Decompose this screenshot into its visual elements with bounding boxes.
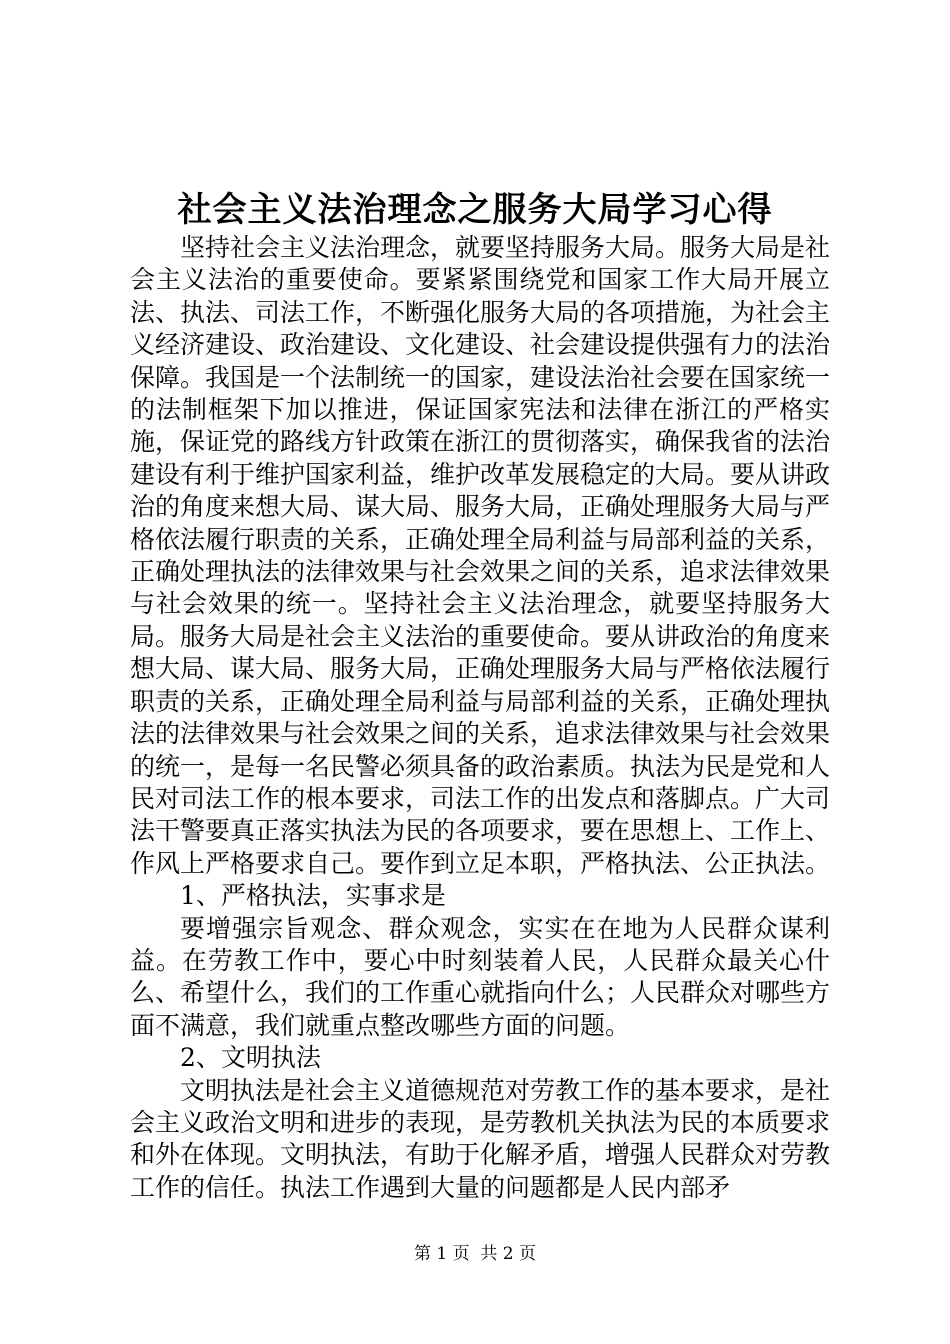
page-footer [0,1242,950,1266]
paragraph-strict-enforcement: 要增强宗旨观念、群众观念，实实在在地为人民群众谋利益。在劳教工作中，要心中时刻装着人民，人民群众最关心什么、希望什么，我们的工作重心就指向什么；人民群众对哪些方面不满意，我们就重点整改哪些方面的问题。 [130,913,831,1040]
page-number-label: 第 1 页 共 2 页 [413,1244,537,1264]
paragraph-civil-enforcement: 文明执法是社会主义道德规范对劳教工作的基本要求，是社会主义政治文明和进步的表现，是劳教机关执法为民的本质要求和外在体现。文明执法，有助于化解矛盾，增强人民群众对劳教工作的信任。执法工作遇到大量的问题都是人民内部矛 [130,1075,831,1202]
section-heading-strict-enforcement: 1、严格执法，实事求是 [180,881,446,911]
paragraph-intro: 坚持社会主义法治理念，就要坚持服务大局。服务大局是社会主义法治的重要使命。要紧紧围绕党和国家工作大局开展立法、执法、司法工作，不断强化服务大局的各项措施，为社会主义经济建设、政治建设、文化建设、社会建设提供强有力的法治保障。我国是一个法制统一的国家，建设法治社会要在国家统一的法制框架下加以推进，保证国家宪法和法律在浙江的严格实施，保证党的路线方针政策在浙江的贯彻落实，确保我省的法治建设有利于维护国家利益，维护改革发展稳定的大局。要从讲政治的角度来想大局、谋大局、服务大局，正确处理服务大局与严格依法履行职责的关系，正确处理全局利益与局部利益的关系，正确处理执法的法律效果与社会效果之间的关系，追求法律效果与社会效果的统一。坚持社会主义法治理念，就要坚持服务大局。服务大局是社会主义法治的重要使命。要从讲政治的角度来想大局、谋大局、服务大局，正确处理服务大局与严格依法履行职责的关系，正确处理全局利益与局部利益的关系，正确处理执法的法律效果与社会效果之间的关系，追求法律效果与社会效果的统一，是每一名民警必须具备的政治素质。执法为民是党和人民对司法工作的根本要求，司法工作的出发点和落脚点。广大司法干警要真正落实执法为民的各项要求，要在思想上、工作上、作风上严格要求自己。要作到立足本职，严格执法、公正执法。 [130,233,831,878]
document-body [130,232,830,1204]
document-title: 社会主义法治理念之服务大局学习心得 [177,190,773,230]
section-heading-civil-enforcement: 2、文明执法 [180,1043,321,1073]
